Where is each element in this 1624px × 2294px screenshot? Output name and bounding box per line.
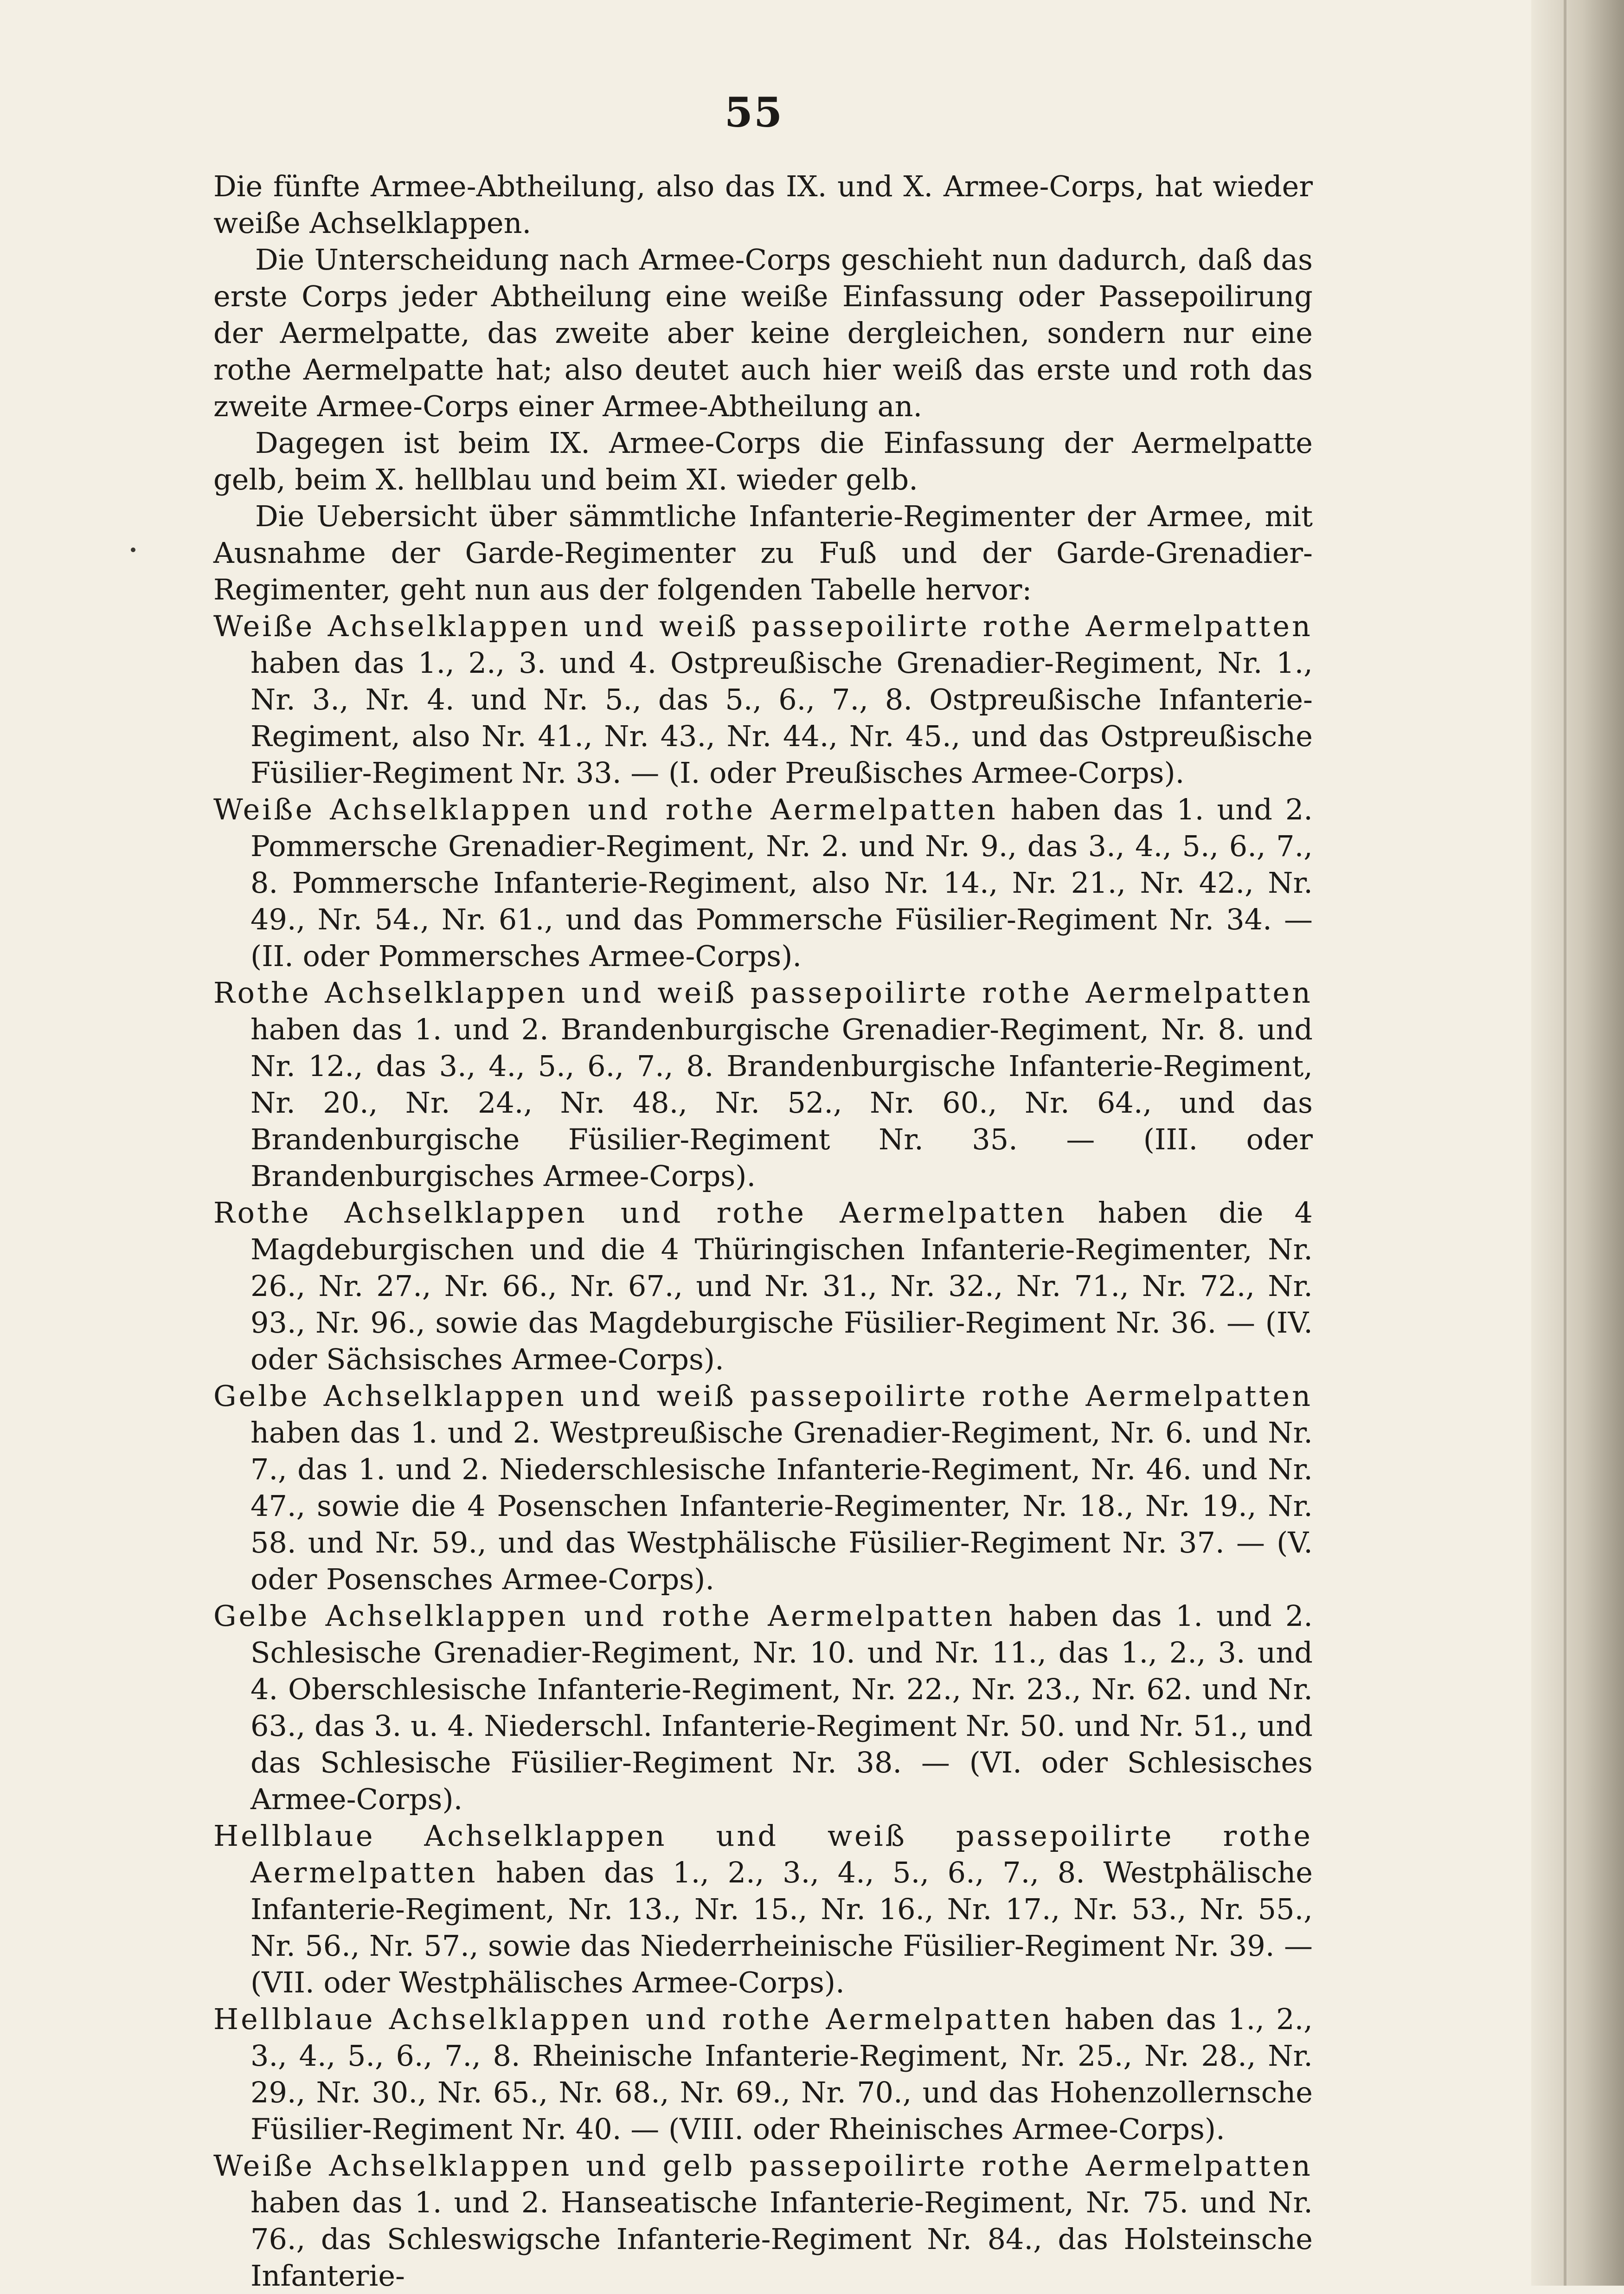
entry-lead: Gelbe Achselklappen und weiß passepoilirte rothe Aermelpatten [213, 1379, 1313, 1413]
entry-lead: Hellblaue Achselklappen und weiß passepoilirte rothe Aermelpatten [213, 1819, 1313, 1889]
page-number: 55 [724, 88, 783, 136]
entry-lead: Weiße Achselklappen und weiß passepoilirte rothe Aermelpatten [213, 609, 1313, 643]
entry-text: haben das 1., 2., 3., 4., 5., 6., 7., 8. Rheinische Infanterie-Regiment, Nr. 25., Nr. 28., Nr. 29., Nr. 30., Nr. 65., Nr. 68., Nr. 69., Nr. 70., und das Hohenzollernsche Füsilier-Regiment Nr. 40. — (VIII. oder Rheinisches Armee-Corps). [250, 2002, 1313, 2146]
book-gutter-shadow [1531, 0, 1624, 2286]
entry-lead: Weiße Achselklappen und gelb passepoilirte rothe Aermelpatten [213, 2149, 1313, 2183]
list-item [213, 2001, 1313, 2147]
list-item [213, 608, 1313, 791]
entry-text: haben die 4 Magdeburgischen und die 4 Thüringischen Infanterie-Regimenter, Nr. 26., Nr. 27., Nr. 66., Nr. 67., und Nr. 31., Nr. 32., Nr. 71., Nr. 72., Nr. 93., Nr. 96., sowie das Magdeburgische Füsilier-Regiment Nr. 36. — (IV. oder Sächsisches Armee-Corps). [250, 1196, 1313, 1376]
list-item [213, 1817, 1313, 2001]
entry-text: haben das 1., 2., 3. und 4. Ostpreußische Grenadier-Regiment, Nr. 1., Nr. 3., Nr. 4. und Nr. 5., das 5., 6., 7., 8. Ostpreußische Infanterie-Regiment, also Nr. 41., Nr. 43., Nr. 44., Nr. 45., und das Ostpreußische Füsilier-Regiment Nr. 33. — (I. oder Preußisches Armee-Corps). [250, 646, 1313, 790]
paragraph-corps-distinction: Die Unterscheidung nach Armee-Corps geschieht nun dadurch, daß das erste Corps jeder Abtheilung eine weiße Einfassung oder Passepoilirung der Aermelpatte, das zweite aber keine dergleichen, sondern nur eine rothe Aermelpatte hat; also deutet auch hier weiß das erste und roth das zweite Armee-Corps einer Armee-Abtheilung an. [213, 243, 1313, 423]
list-item [213, 791, 1313, 974]
entry-text: haben das 1. und 2. Hanseatische Infanterie-Regiment, Nr. 75. und Nr. 76., das Schleswigsche Infanterie-Regiment Nr. 84., das Holsteinsche Infanterie- [250, 2185, 1313, 2293]
entry-lead: Rothe Achselklappen und rothe Aermelpatten [213, 1196, 1067, 1230]
paragraph-fifth-army-division: Die fünfte Armee-Abtheilung, also das IX. und X. Armee-Corps, hat wieder weiße Achselklappen. [213, 169, 1313, 240]
list-item [213, 1194, 1313, 1378]
page-body [213, 168, 1313, 2294]
entry-lead: Gelbe Achselklappen und rothe Aermelpatten [213, 1599, 995, 1633]
entry-lead: Weiße Achselklappen und rothe Aermelpatten [213, 793, 998, 826]
entry-text: haben das 1. und 2. Schlesische Grenadier-Regiment, Nr. 10. und Nr. 11., das 1., 2., 3. und 4. Oberschlesische Infanterie-Regiment, Nr. 22., Nr. 23., Nr. 62. und Nr. 63., das 3. u. 4. Niederschl. Infanterie-Regiment Nr. 50. und Nr. 51., und das Schlesische Füsilier-Regiment Nr. 38. — (VI. oder Schlesisches Armee-Corps). [250, 1599, 1313, 1816]
entry-lead: Hellblaue Achselklappen und rothe Aermelpatten [213, 2002, 1053, 2036]
list-item [213, 2147, 1313, 2294]
list-item [213, 1378, 1313, 1598]
entry-text: haben das 1. und 2. Brandenburgische Grenadier-Regiment, Nr. 8. und Nr. 12., das 3., 4., 5., 6., 7., 8. Brandenburgische Infanterie-Regiment, Nr. 20., Nr. 24., Nr. 48., Nr. 52., Nr. 60., Nr. 64., und das Brandenburgische Füsilier-Regiment Nr. 35. — (III. oder Brandenburgisches Armee-Corps). [250, 1012, 1313, 1193]
paragraph-corps-ix-x-xi: Dagegen ist beim IX. Armee-Corps die Einfassung der Aermelpatte gelb, beim X. hellblau und beim XI. wieder gelb. [213, 426, 1313, 496]
paragraph-overview-intro: Die Uebersicht über sämmtliche Infanterie-Regimenter der Armee, mit Ausnahme der Garde-Regimenter zu Fuß und der Garde-Grenadier-Regimenter, geht nun aus der folgenden Tabelle hervor: [213, 499, 1313, 606]
list-item [213, 1598, 1313, 1817]
list-item [213, 974, 1313, 1194]
entry-text: haben das 1. und 2. Pommersche Grenadier-Regiment, Nr. 2. und Nr. 9., das 3., 4., 5., 6., 7., 8. Pommersche Infanterie-Regiment, also Nr. 14., Nr. 21., Nr. 42., Nr. 49., Nr. 54., Nr. 61., und das Pommersche Füsilier-Regiment Nr. 34. — (II. oder Pommersches Armee-Corps). [250, 793, 1313, 973]
entry-text: haben das 1., 2., 3., 4., 5., 6., 7., 8. Westphälische Infanterie-Regiment, Nr. 13., Nr. 15., Nr. 16., Nr. 17., Nr. 53., Nr. 55., Nr. 56., Nr. 57., sowie das Niederrheinische Füsilier-Regiment Nr. 39. — (VII. oder Westphälisches Armee-Corps). [250, 1856, 1313, 1999]
entry-text: haben das 1. und 2. Westpreußische Grenadier-Regiment, Nr. 6. und Nr. 7., das 1. und 2. Niederschlesische Infanterie-Regiment, Nr. 46. und Nr. 47., sowie die 4 Posenschen Infanterie-Regimenter, Nr. 18., Nr. 19., Nr. 58. und Nr. 59., und das Westphälische Füsilier-Regiment Nr. 37. — (V. oder Posensches Armee-Corps). [250, 1416, 1313, 1596]
entry-lead: Rothe Achselklappen und weiß passepoilirte rothe Aermelpatten [213, 976, 1313, 1010]
margin-mark [131, 548, 135, 552]
